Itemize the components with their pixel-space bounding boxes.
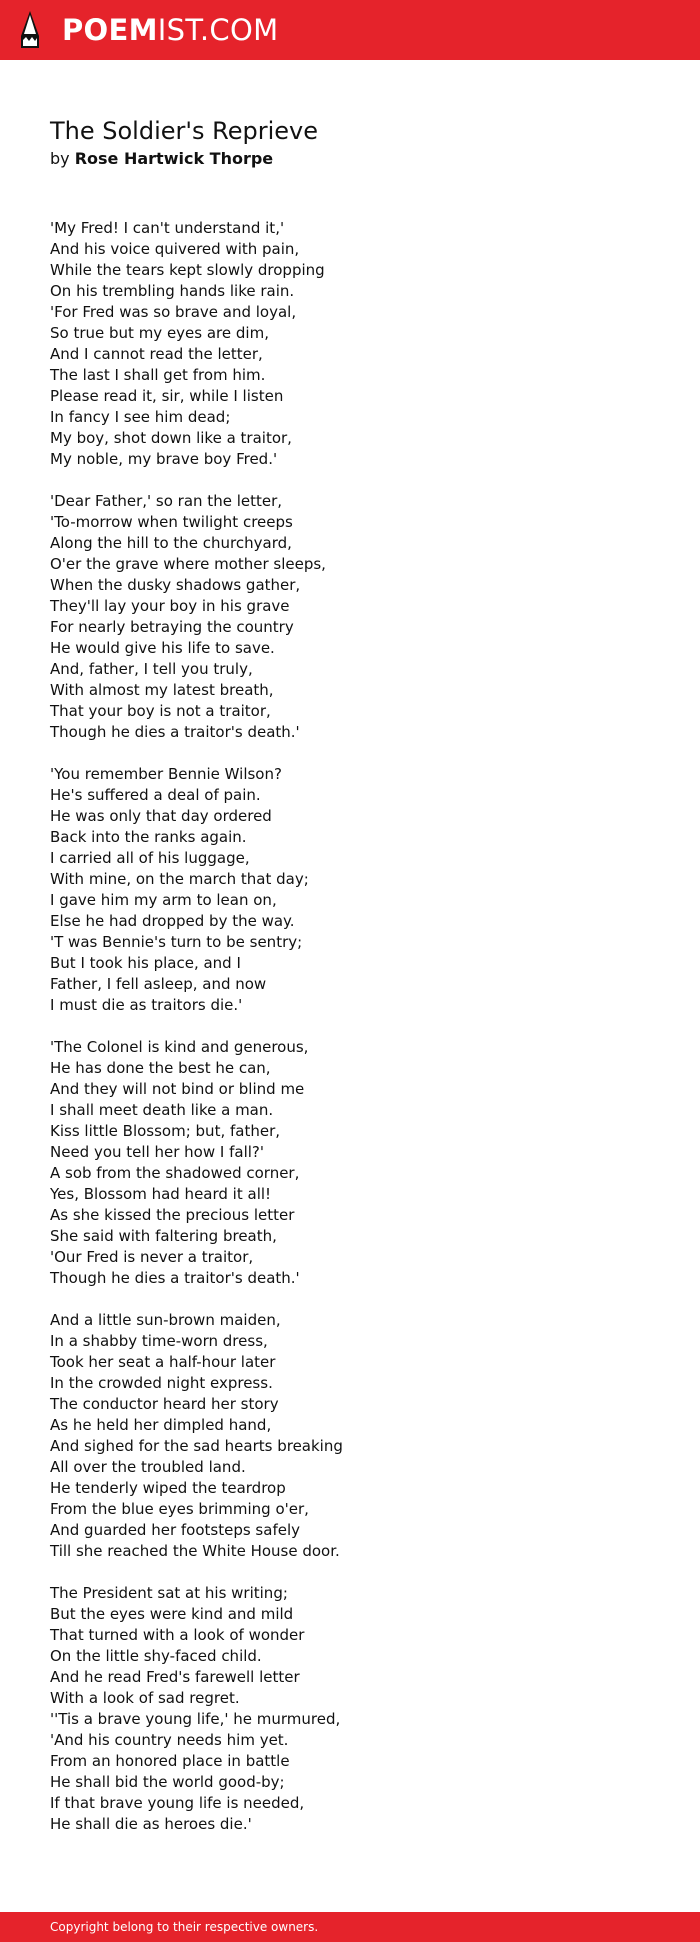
poem-line: He's suffered a deal of pain. xyxy=(50,786,261,804)
poem-line: He shall die as heroes die.' xyxy=(50,1815,252,1833)
poem-line: He would give his life to save. xyxy=(50,639,275,657)
poem-line: As she kissed the precious letter xyxy=(50,1206,295,1224)
brand-name-light: IST.COM xyxy=(157,13,279,47)
poem-stanza xyxy=(50,1037,650,1289)
site-footer xyxy=(0,1912,700,1942)
poem-line: All over the troubled land. xyxy=(50,1458,246,1476)
poem-line: Along the hill to the churchyard, xyxy=(50,534,292,552)
poem-stanza xyxy=(50,491,650,743)
poem-line: ''Tis a brave young life,' he murmured, xyxy=(50,1710,341,1728)
poem-line: She said with faltering breath, xyxy=(50,1227,277,1245)
poem-line: Yes, Blossom had heard it all! xyxy=(50,1185,272,1203)
poem-line: He tenderly wiped the teardrop xyxy=(50,1479,286,1497)
poem-line: And I cannot read the letter, xyxy=(50,345,263,363)
poem-line: 'T was Bennie's turn to be sentry; xyxy=(50,933,303,951)
poem-line: My noble, my brave boy Fred.' xyxy=(50,450,278,468)
poem-line: On the little shy-faced child. xyxy=(50,1647,262,1665)
poem-line: They'll lay your boy in his grave xyxy=(50,597,290,615)
poem-body xyxy=(50,218,650,1856)
poem-line: 'Our Fred is never a traitor, xyxy=(50,1248,254,1266)
poem-line: I carried all of his luggage, xyxy=(50,849,250,867)
poem-line: Else he had dropped by the way. xyxy=(50,912,295,930)
poem-line: 'My Fred! I can't understand it,' xyxy=(50,219,285,237)
poem-line: The last I shall get from him. xyxy=(50,366,266,384)
poem-line: And he read Fred's farewell letter xyxy=(50,1668,300,1686)
poem-line: The conductor heard her story xyxy=(50,1395,279,1413)
poem-line: But I took his place, and I xyxy=(50,954,241,972)
poem-line: Father, I fell asleep, and now xyxy=(50,975,267,993)
site-logo-link[interactable] xyxy=(62,11,278,49)
poem-line: With almost my latest breath, xyxy=(50,681,274,699)
poem-line: I must die as traitors die.' xyxy=(50,996,243,1014)
poem-line: O'er the grave where mother sleeps, xyxy=(50,555,326,573)
poem-line: For nearly betraying the country xyxy=(50,618,294,636)
poem-line: 'For Fred was so brave and loyal, xyxy=(50,303,297,321)
poem-line: Back into the ranks again. xyxy=(50,828,247,846)
poem-line: And sighed for the sad hearts breaking xyxy=(50,1437,343,1455)
poem-line: Took her seat a half-hour later xyxy=(50,1353,276,1371)
site-header xyxy=(0,0,700,60)
poem-line: Though he dies a traitor's death.' xyxy=(50,723,300,741)
poem-line: On his trembling hands like rain. xyxy=(50,282,295,300)
brand-name-bold: POEM xyxy=(62,13,158,47)
poem-line: That your boy is not a traitor, xyxy=(50,702,271,720)
copyright-text: Copyright belong to their respective owners. xyxy=(50,1920,319,1934)
poem-line: My boy, shot down like a traitor, xyxy=(50,429,292,447)
poem-line: And his voice quivered with pain, xyxy=(50,240,300,258)
poem-line: In a shabby time-worn dress, xyxy=(50,1332,268,1350)
poem-line: If that brave young life is needed, xyxy=(50,1794,305,1812)
poem-stanza xyxy=(50,1583,650,1835)
poem-line: From an honored place in battle xyxy=(50,1752,290,1770)
byline-prefix: by xyxy=(50,149,70,168)
poem-line: A sob from the shadowed corner, xyxy=(50,1164,300,1182)
poem-line: With a look of sad regret. xyxy=(50,1689,240,1707)
poem-line: When the dusky shadows gather, xyxy=(50,576,301,594)
poem-line: He has done the best he can, xyxy=(50,1059,271,1077)
pen-nib-icon[interactable] xyxy=(18,10,42,50)
poem-line: I shall meet death like a man. xyxy=(50,1101,274,1119)
poem-line: And guarded her footsteps safely xyxy=(50,1521,300,1539)
poem-title: The Soldier's Reprieve xyxy=(50,117,318,145)
poem-line: Please read it, sir, while I listen xyxy=(50,387,284,405)
poem-line: With mine, on the march that day; xyxy=(50,870,309,888)
poem-line: 'And his country needs him yet. xyxy=(50,1731,289,1749)
poem-line: 'To-morrow when twilight creeps xyxy=(50,513,293,531)
poem-line: He shall bid the world good-by; xyxy=(50,1773,285,1791)
poem-line: And, father, I tell you truly, xyxy=(50,660,253,678)
poem-line: As he held her dimpled hand, xyxy=(50,1416,272,1434)
poem-line: So true but my eyes are dim, xyxy=(50,324,269,342)
poem-line: 'The Colonel is kind and generous, xyxy=(50,1038,309,1056)
poem-stanza xyxy=(50,218,650,470)
poem-line: 'Dear Father,' so ran the letter, xyxy=(50,492,283,510)
poem-line: 'You remember Bennie Wilson? xyxy=(50,765,282,783)
poem-stanza xyxy=(50,764,650,1016)
poem-line: In the crowded night express. xyxy=(50,1374,273,1392)
poem-line: From the blue eyes brimming o'er, xyxy=(50,1500,309,1518)
poem-line: The President sat at his writing; xyxy=(50,1584,288,1602)
poem-line: And a little sun-brown maiden, xyxy=(50,1311,281,1329)
poem-line: Till she reached the White House door. xyxy=(50,1542,340,1560)
poem-line: Though he dies a traitor's death.' xyxy=(50,1269,300,1287)
poem-line: He was only that day ordered xyxy=(50,807,272,825)
poem-stanza xyxy=(50,1310,650,1562)
poem-line: Need you tell her how I fall?' xyxy=(50,1143,264,1161)
poem-line: That turned with a look of wonder xyxy=(50,1626,305,1644)
poem-line: In fancy I see him dead; xyxy=(50,408,231,426)
author-name[interactable]: Rose Hartwick Thorpe xyxy=(74,149,274,168)
poem-line: Kiss little Blossom; but, father, xyxy=(50,1122,281,1140)
poem-line: I gave him my arm to lean on, xyxy=(50,891,277,909)
byline xyxy=(50,147,273,171)
poem-line: And they will not bind or blind me xyxy=(50,1080,305,1098)
poem-line: But the eyes were kind and mild xyxy=(50,1605,294,1623)
poem-line: While the tears kept slowly dropping xyxy=(50,261,325,279)
